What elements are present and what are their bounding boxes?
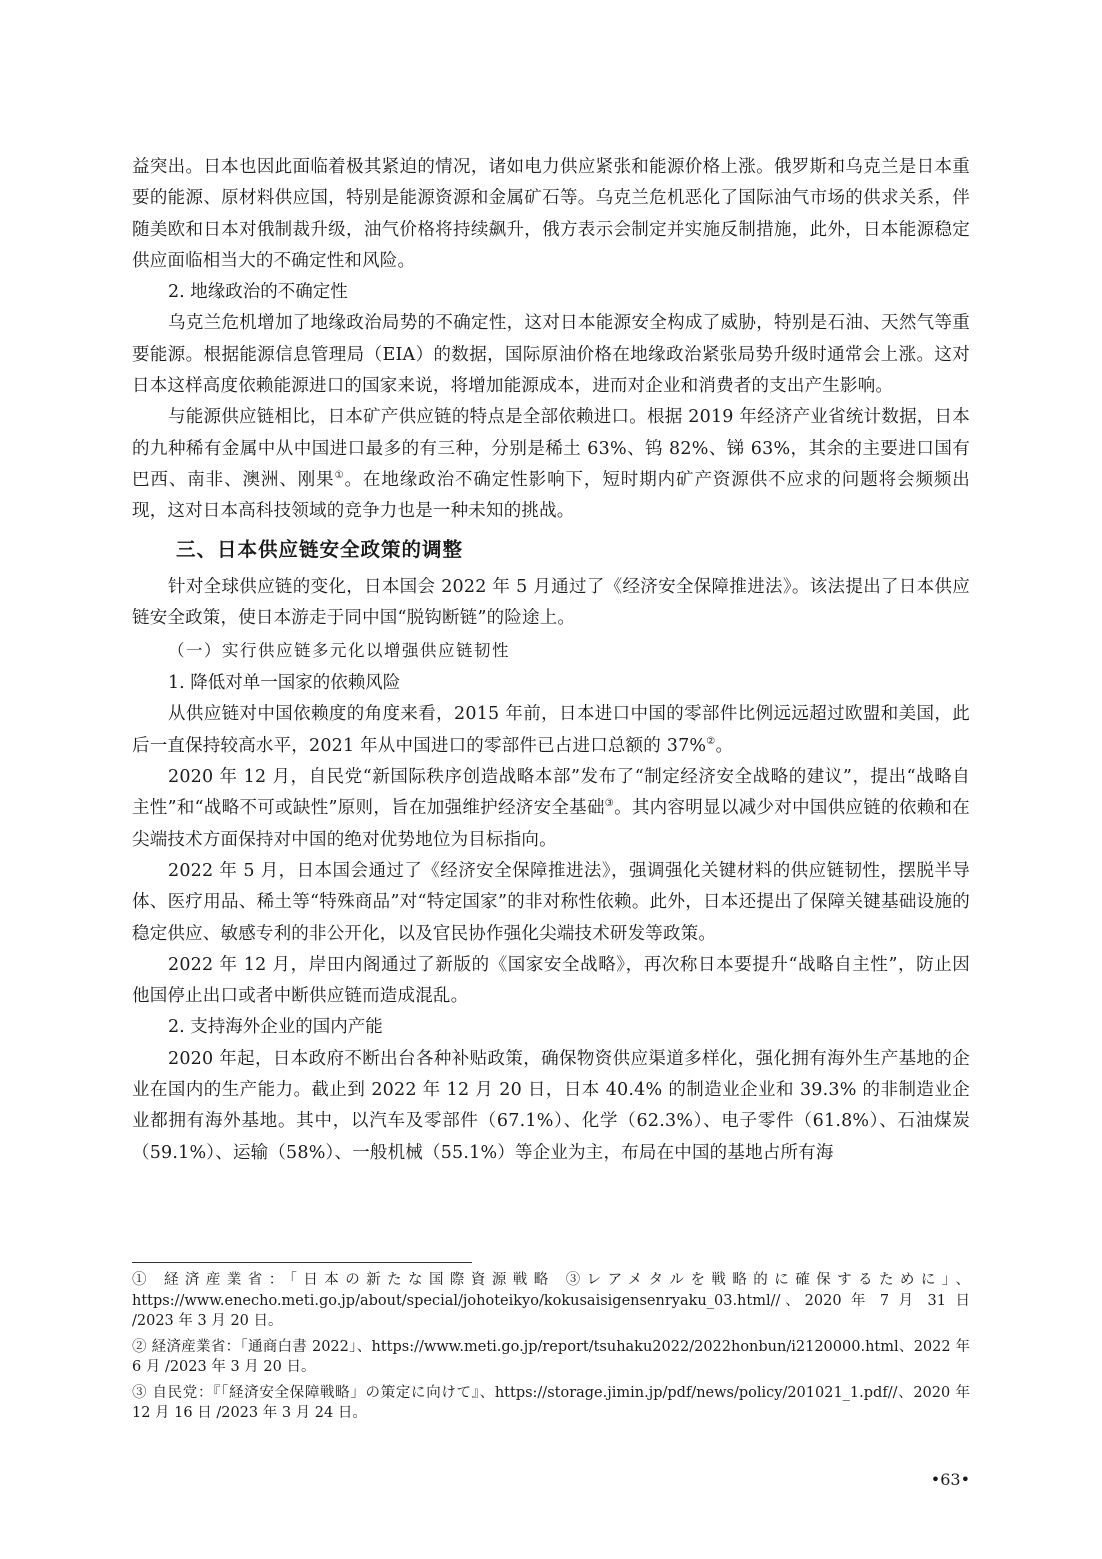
item1-p1-a: 从供应链对中国依赖度的角度来看，2015 年前，日本进口中国的零部件比例远远超过欧盟和美国，此后一直保持较高水平，2021 年从中国进口的零部件已占进口总额的 37% bbox=[132, 704, 970, 756]
item1-p2-b: 。其内容明显以减少对中国供应链的依赖和在尖端技术方面保持对中国的绝对优势地位为目标指向。 bbox=[132, 798, 971, 850]
footnote-1: ① 経済産業省：「日本の新たな国際資源戦略 ③レアメタルを戦略的に確保するために」、https://www.enecho.meti.go.jp/about/special/johoteikyo/kokusaisigensenryaku_03.html//、2020 年 7 月 31 日 /2023 年 3 月 20 日。 bbox=[132, 1272, 970, 1329]
item2-paragraph-1: 2020 年起，日本政府不断出台各种补贴政策，确保物资供应渠道多样化，强化拥有海外生产基地的企业在国内的生产能力。截止到 2022 年 12 月 20 日，日本 40.4% 的制造业企业和 39.3% 的非制造业企业都拥有海外基地。其中，以汽车及零部件（67.1%）、化学（62.3%）、电子零件（61.8%）、石油煤炭（59.1%）、运输（58%）、一般机械（55.1%）等企业为主，布局在中国的基地占所有海 bbox=[132, 1048, 970, 1163]
paragraph-continued: 益突出。日本也因此面临着极其紧迫的情况，诸如电力供应紧张和能源价格上涨。俄罗斯和乌克兰是日本重要的能源、原材料供应国，特别是能源资源和金属矿石等。乌克兰危机恶化了国际油气市场的供求关系，伴随美欧和日本对俄制裁升级，油气价格将持续飙升，俄方表示会制定并实施反制措施，此外，日本能源稳定供应面临相当大的不确定性和风险。 bbox=[132, 157, 970, 271]
subheading-geopolitics: 2. 地缘政治的不确定性 bbox=[168, 282, 348, 303]
item2-heading: 2. 支持海外企业的国内产能 bbox=[168, 1017, 383, 1038]
footnote-divider bbox=[132, 1262, 472, 1263]
footnotes bbox=[132, 1270, 970, 1429]
paragraph-minerals-b: 。在地缘政治不确定性影响下，短时期内矿产资源供不应求的问题将会频频出现，这对日本高科技领域的竞争力也是一种未知的挑战。 bbox=[132, 469, 970, 522]
paragraph-minerals-a: 与能源供应链相比，日本矿产供应链的特点是全部依赖进口。根据 2019 年经济产业省统计数据，日本的九种稀有金属中从中国进口最多的有三种，分别是稀土 63%、钨 82%、锑 63%，其余的主要进口国有巴西、南非、澳洲、刚果 bbox=[132, 407, 970, 490]
footnote-2: ② 経済産業省：「通商白書 2022」、https://www.meti.go.jp/report/tsuhaku2022/2022honbun/i2120000.html、2022 年 6 月 /2023 年 3 月 20 日。 bbox=[132, 1338, 970, 1375]
main-body bbox=[132, 152, 970, 1169]
page-number: •63• bbox=[930, 1470, 970, 1489]
item1-p1-b: 。 bbox=[715, 735, 734, 756]
footnote-ref-1[interactable]: ① bbox=[334, 470, 345, 482]
item1-paragraph-1 bbox=[132, 699, 970, 762]
section-heading: 三、日本供应链安全政策的调整 bbox=[176, 537, 464, 561]
footnote-ref-3[interactable]: ③ bbox=[604, 798, 615, 810]
footnote-ref-2[interactable]: ② bbox=[706, 735, 716, 747]
item1-paragraph-3: 2022 年 5 月，日本国会通过了《经济安全保障推进法》，强调强化关键材料的供应链韧性，摆脱半导体、医疗用品、稀土等“特殊商品”对“特定国家”的非对称性依赖。此外，日本还提出了保障关键基础设施的稳定供应、敏感专利的非公开化，以及官民协作强化尖端技术研发等政策。 bbox=[132, 860, 970, 944]
section-intro: 针对全球供应链的变化，日本国会 2022 年 5 月通过了《经济安全保障推进法》。该法提出了日本供应链安全政策，使日本游走于同中国“脱钩断链”的险途上。 bbox=[132, 576, 970, 628]
paragraph-minerals bbox=[132, 402, 970, 527]
footnote-3: ③ 自民党：『「経済安全保障戦略」の策定に向けて』、https://storage.jimin.jp/pdf/news/policy/201021_1.pdf//、2020 年 12 月 16 日 /2023 年 3 月 24 日。 bbox=[132, 1384, 970, 1421]
item1-paragraph-2 bbox=[132, 762, 970, 856]
item1-heading: 1. 降低对单一国家的依赖风险 bbox=[168, 673, 401, 694]
paragraph-geopolitics: 乌克兰危机增加了地缘政治局势的不确定性，这对日本能源安全构成了威胁，特别是石油、天然气等重要能源。根据能源信息管理局（EIA）的数据，国际原油价格在地缘政治紧张局势升级时通常会上涨。这对日本这样高度依赖能源进口的国家来说，将增加能源成本，进而对企业和消费者的支出产生影响。 bbox=[132, 313, 970, 397]
sub-heading: （一）实行供应链多元化以增强供应链韧性 bbox=[168, 641, 510, 661]
item1-paragraph-4: 2022 年 12 月，岸田内阁通过了新版的《国家安全战略》，再次称日本要提升“战略自主性”，防止因他国停止出口或者中断供应链而造成混乱。 bbox=[132, 954, 970, 1007]
item1-p2-a: 2020 年 12 月，自民党“新国际秩序创造战略本部”发布了“制定经济安全战略的建议”，提出“战略自主性”和“战略不可或缺性”原则，旨在加强维护经济安全基础 bbox=[132, 767, 970, 819]
